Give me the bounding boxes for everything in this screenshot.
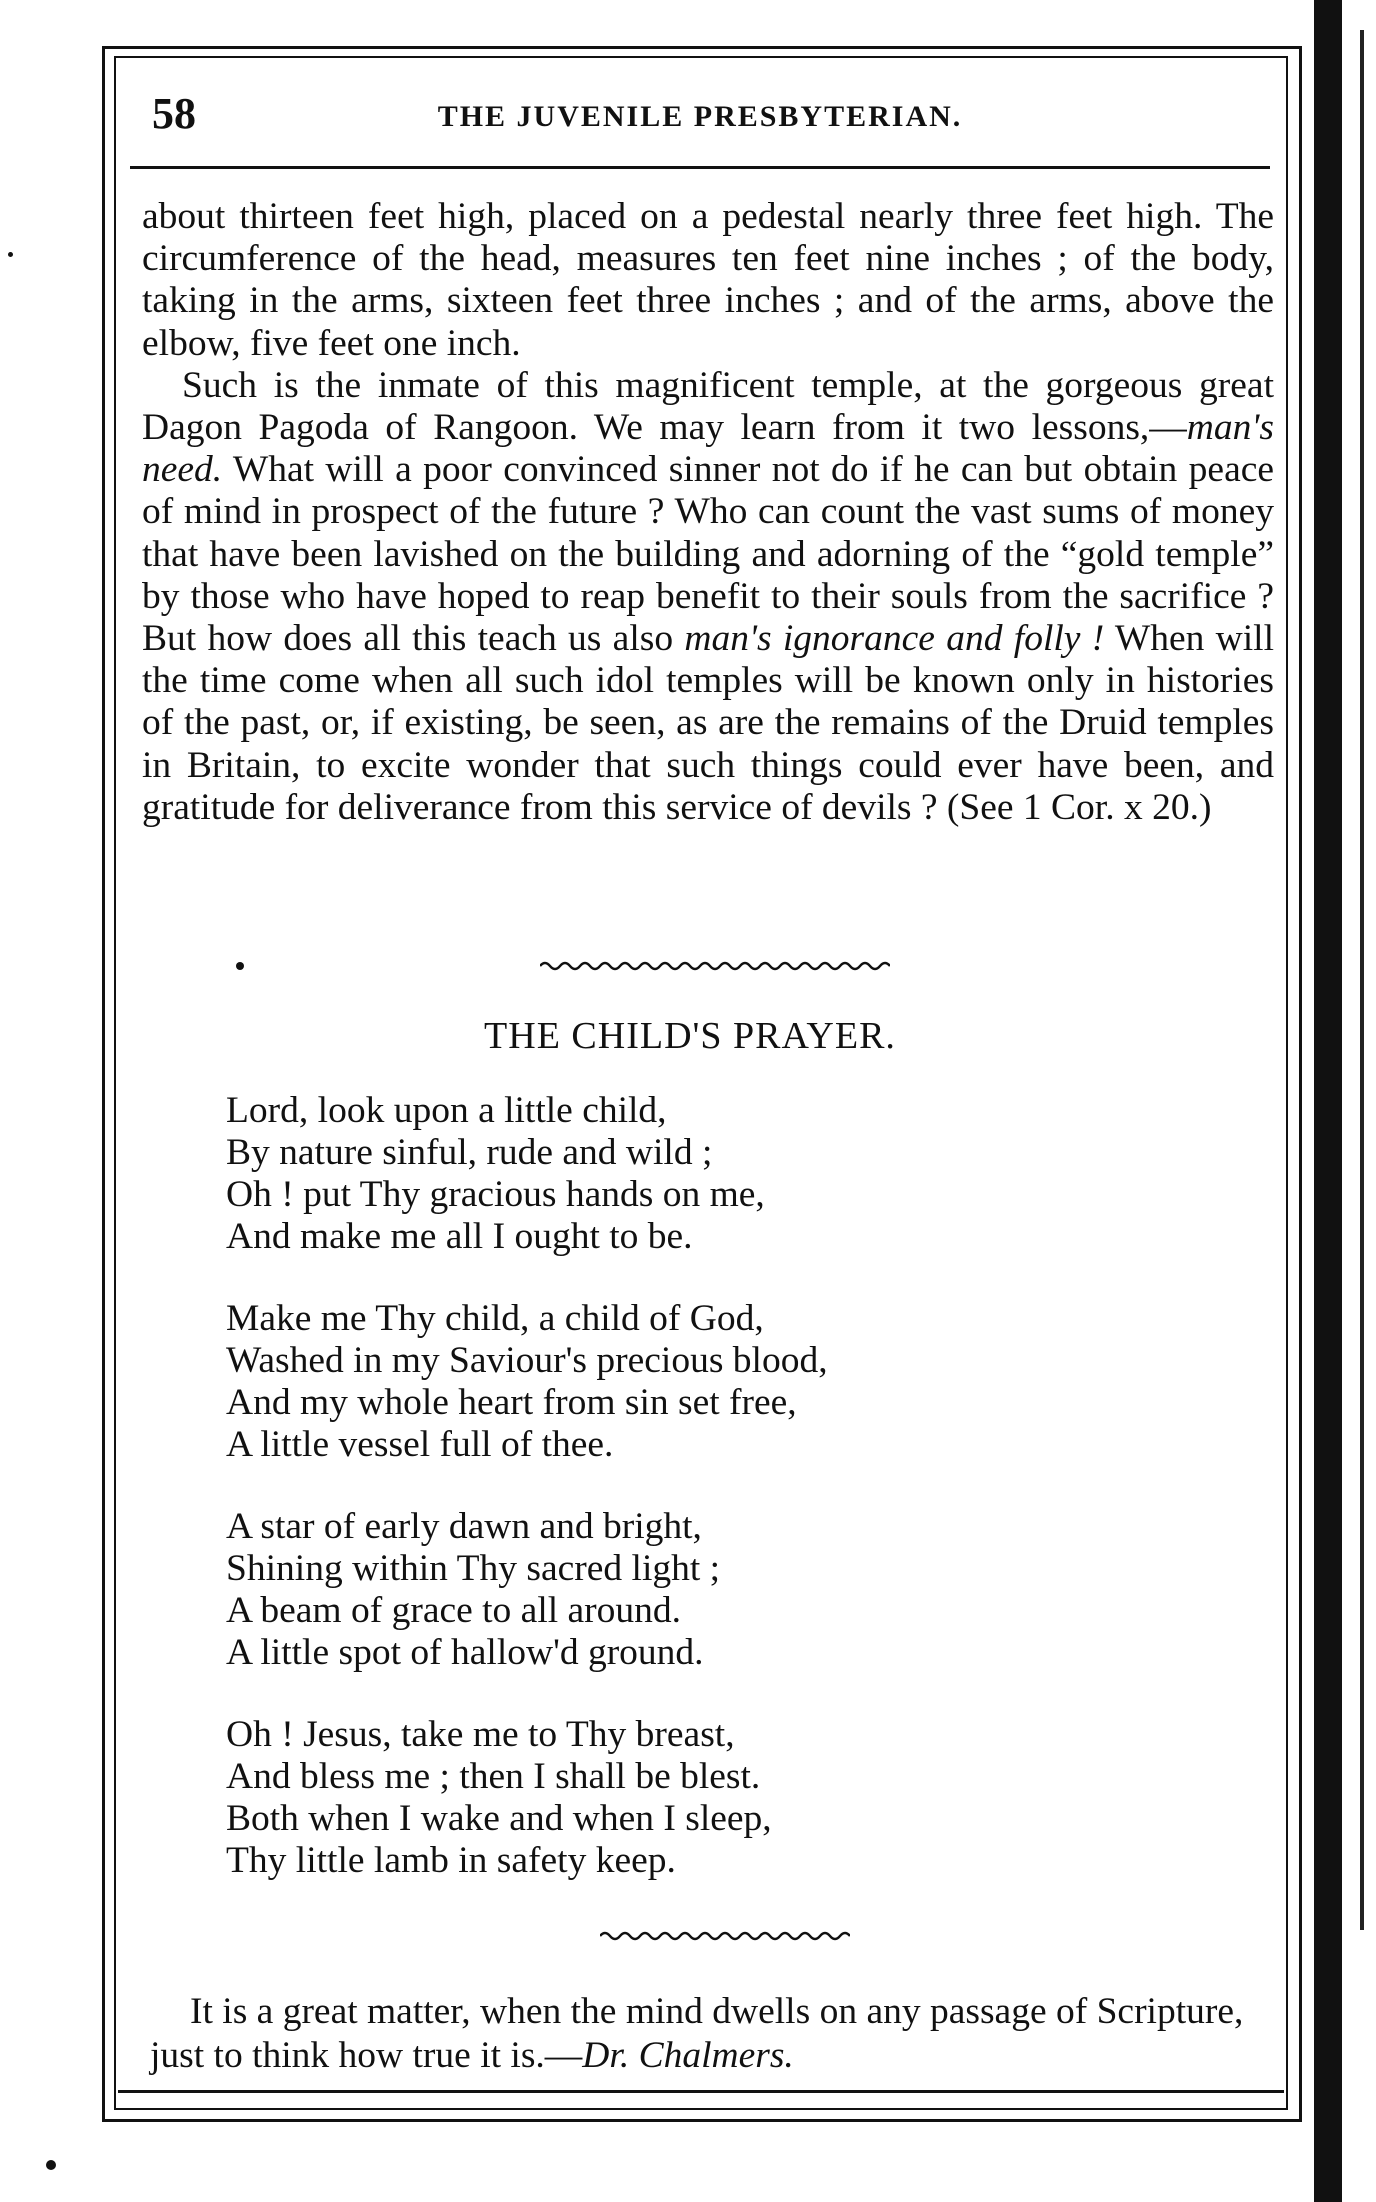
stanza	[226, 1506, 1226, 1674]
closing-quotation	[150, 1990, 1282, 2078]
poem-line: Make me Thy child, a child of God,	[226, 1298, 764, 1339]
page-edge-line	[1360, 30, 1364, 1930]
poem-title: THE CHILD'S PRAYER.	[484, 1015, 896, 1057]
quotation-text: It is a great matter, when the mind dwells on any passage of Scripture, just to think how true it is.—	[150, 1991, 1244, 2076]
emphasis-ignorance-folly: man's ignorance and folly !	[684, 618, 1105, 660]
quotation-attribution: Dr. Chalmers.	[582, 2035, 794, 2076]
header-rule	[130, 166, 1270, 169]
stanza	[226, 1090, 1226, 1258]
poem-line: Lord, look upon a little child,	[226, 1090, 667, 1131]
poem-line: A star of early dawn and bright,	[226, 1506, 702, 1547]
running-head: THE JUVENILE PRESBYTERIAN.	[437, 100, 963, 133]
poem-line: Oh ! put Thy gracious hands on me,	[226, 1174, 765, 1215]
wavy-divider-ornament	[600, 1928, 850, 1944]
ink-speck	[8, 252, 13, 257]
footer-rule	[118, 2090, 1284, 2093]
page-number: 58	[152, 89, 196, 138]
poem-line: Washed in my Saviour's precious blood,	[226, 1340, 828, 1381]
poem-line: And make me all I ought to be.	[226, 1216, 693, 1257]
ink-speck	[46, 2160, 56, 2170]
poem-body	[226, 1090, 1226, 1922]
poem-line: A beam of grace to all around.	[226, 1590, 682, 1631]
poem-line: Both when I wake and when I sleep,	[226, 1798, 772, 1839]
ink-speck	[236, 962, 244, 970]
article-text	[142, 196, 1274, 829]
poem-line: A little vessel full of thee.	[226, 1424, 614, 1465]
poem-line: Oh ! Jesus, take me to Thy breast,	[226, 1714, 735, 1755]
poem-line: And bless me ; then I shall be blest.	[226, 1756, 761, 1797]
poem-line: By nature sinful, rude and wild ;	[226, 1132, 713, 1173]
poem-line: A little spot of hallow'd ground.	[226, 1632, 704, 1673]
poem-line: Shining within Thy sacred light ;	[226, 1548, 721, 1589]
poem-line: Thy little lamb in safety keep.	[226, 1840, 676, 1881]
emphasis-mans-need: man's need.	[142, 407, 1274, 491]
paragraph-2: Such is the inmate of this magnificent temple, at the gorgeous great Dagon Pagoda of Rangoon. We may learn from it two lessons,—man's need. What will a poor convinced sinner not do if he can but obtain peace of mind in prospect of the future ? Who can count the vast sums of money that have been lavished on the building and adorning of the “gold temple” by those who have hoped to reap benefit to their souls from the sacrifice ? But how does all this teach us also man's ignorance and folly ! When will the time come when all such idol temples will be known only in histories of the past, or, if existing, be seen, as are the remains of the Druid temples in Britain, to excite wonder that such things could ever have been, and gratitude for deliverance from this service of devils ? (See 1 Cor. x 20.)	[142, 364, 1275, 828]
paragraph-1: about thirteen feet high, placed on a pedestal nearly three feet high. The circumference of the head, measures ten feet nine inches ; of the body, taking in the arms, sixteen feet three inches ; and of the arms, above the elbow, five feet one inch.	[142, 196, 1274, 364]
poem-line: And my whole heart from sin set free,	[226, 1382, 797, 1423]
stanza	[226, 1714, 1226, 1882]
page-header	[140, 80, 1260, 150]
book-spine-shadow	[1314, 0, 1342, 2202]
wavy-divider-ornament	[540, 958, 890, 974]
stanza	[226, 1298, 1226, 1466]
